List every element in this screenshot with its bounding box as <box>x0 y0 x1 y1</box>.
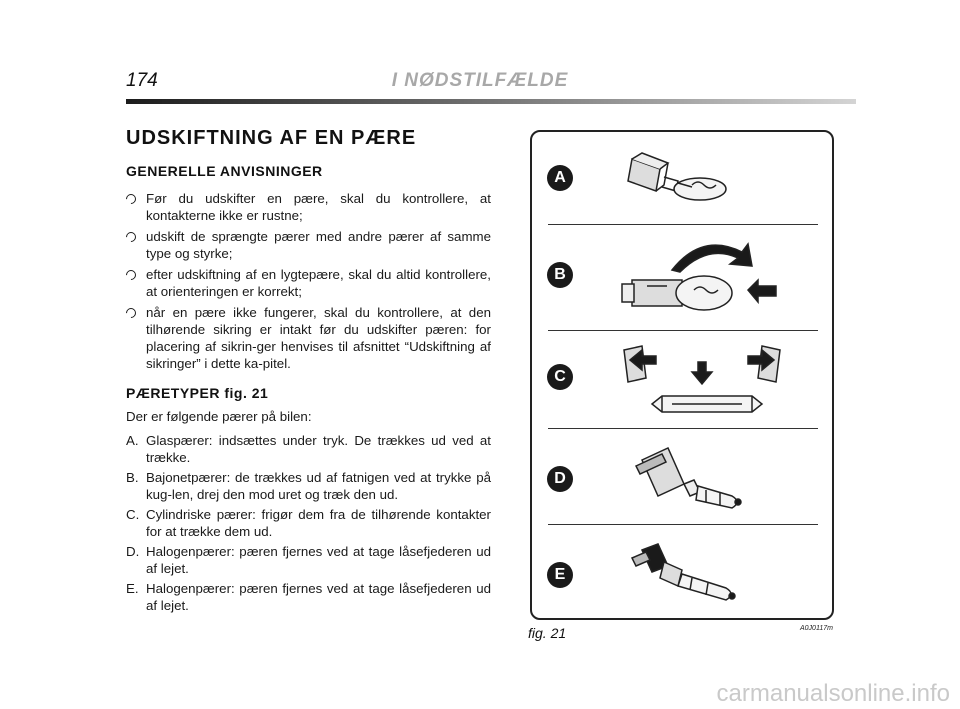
fig-divider <box>548 428 818 429</box>
bullet-circle-icon <box>124 306 138 320</box>
bullet-circle-icon <box>124 268 138 282</box>
general-bullet-list <box>126 190 491 376</box>
types-intro: Der er følgende pærer på bilen: <box>126 409 312 424</box>
bulb-type-list <box>126 432 491 617</box>
bullet-text: når en pære ikke fungerer, skal du kontrollere, at den tilhørende sikring er intakt før du udskifter pæren: for placering af sikrin-ger henvises til afsnittet “Udskiftning af sikringer” i dette ka-pitel. <box>146 305 491 371</box>
type-text: Glaspærer: indsættes under tryk. De trækkes ud ved at trække. <box>146 433 491 465</box>
bulb-type-item <box>126 543 491 577</box>
fig-badge-a: A <box>547 165 573 191</box>
type-text: Bajonetpærer: de trækkes ud af fatnigen ved at trykke på kug-len, drej den mod uret og træk den ud. <box>146 470 491 502</box>
fig-divider <box>548 330 818 331</box>
type-text: Halogenpærer: pæren fjernes ved at tage låsefjederen ud af lejet. <box>146 544 491 576</box>
bullet-item <box>126 228 491 262</box>
fig-badge-d: D <box>547 466 573 492</box>
bullet-circle-icon <box>124 192 138 206</box>
bullet-text: efter udskiftning af en lygtepære, skal du altid kontrollere, at orienteringen er korrekt; <box>146 267 491 299</box>
cylindrical-bulb-icon <box>612 342 812 430</box>
type-letter: A. <box>126 433 139 448</box>
bullet-item <box>126 266 491 300</box>
header-rule <box>126 99 856 104</box>
halogen-bulb-d-icon <box>612 440 812 526</box>
fig-badge-b: B <box>547 262 573 288</box>
glass-bulb-icon <box>612 147 742 207</box>
bulb-type-item <box>126 432 491 466</box>
type-letter: C. <box>126 507 140 522</box>
halogen-bulb-e-icon <box>612 536 812 616</box>
figure-code: A0J0117m <box>800 625 833 632</box>
figure-panel <box>530 130 834 620</box>
fig-badge-e: E <box>547 562 573 588</box>
general-heading: GENERELLE ANVISNINGER <box>126 163 323 179</box>
bullet-item <box>126 304 491 372</box>
bullet-text: Før du udskifter en pære, skal du kontrollere, at kontakterne ikke er rustne; <box>146 191 491 223</box>
bullet-circle-icon <box>124 230 138 244</box>
bulb-type-item <box>126 469 491 503</box>
page-number: 174 <box>126 70 158 91</box>
type-letter: B. <box>126 470 139 485</box>
fig-divider <box>548 524 818 525</box>
fig-divider <box>548 224 818 225</box>
type-letter: D. <box>126 544 140 559</box>
bulb-type-item <box>126 506 491 540</box>
type-text: Cylindriske pærer: frigør dem fra de tilhørende kontakter for at trække dem ud. <box>146 507 491 539</box>
running-title: I NØDSTILFÆLDE <box>391 70 569 91</box>
types-heading: PÆRETYPER fig. 21 <box>126 385 269 401</box>
type-letter: E. <box>126 581 139 596</box>
bullet-item <box>126 190 491 224</box>
fig-badge-c: C <box>547 364 573 390</box>
section-title: UDSKIFTNING AF EN PÆRE <box>126 127 417 149</box>
bayonet-bulb-icon <box>612 232 812 320</box>
type-text: Halogenpærer: pæren fjernes ved at tage låsefjederen ud af lejet. <box>146 581 491 613</box>
figure-caption: fig. 21 <box>528 625 567 641</box>
bullet-text: udskift de sprængte pærer med andre pærer af samme type og styrke; <box>146 229 491 261</box>
bulb-type-item <box>126 580 491 614</box>
watermark: carmanualsonline.info <box>716 680 950 707</box>
